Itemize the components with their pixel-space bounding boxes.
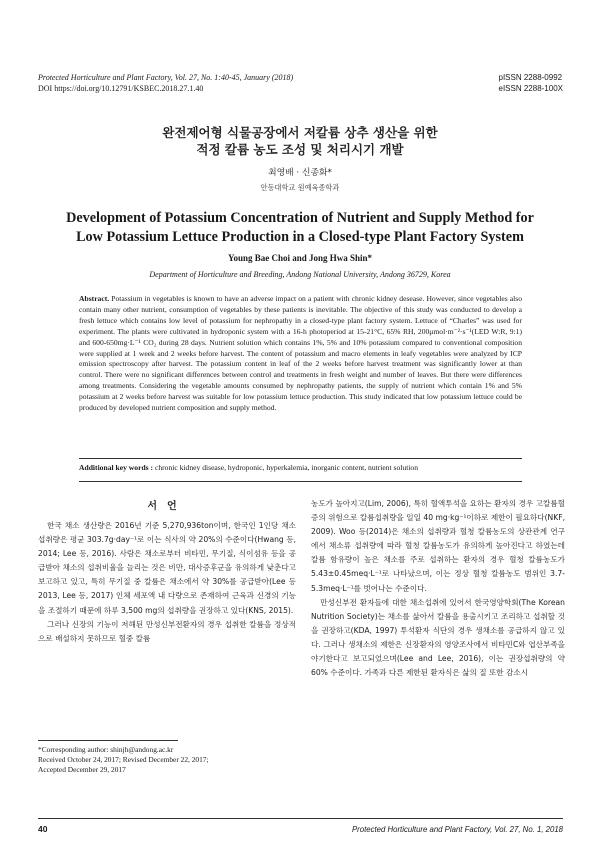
eissn: eISSN 2288-100X xyxy=(498,83,563,93)
journal-header xyxy=(38,73,293,94)
page-number: 40 xyxy=(38,824,48,834)
korean-title-line1: 완전제어형 식물공장에서 저칼륨 상추 생산을 위한 xyxy=(162,125,438,140)
received-date: Received October 24, 2017; Revised December 22, 2017; xyxy=(38,755,209,764)
english-title xyxy=(0,209,600,247)
footnotes xyxy=(38,745,296,775)
body-paragraph: 그러나 신장의 기능이 저해된 만성신부전환자의 경우 섭취한 칼륨을 정상적으로 배설하지 못하므로 혈중 칼륨 xyxy=(38,619,296,643)
abstract xyxy=(79,294,522,414)
body-column-left xyxy=(38,519,296,646)
corresponding-author: *Corresponding author: shinjh@andong.ac.kr xyxy=(38,745,174,754)
issn-block xyxy=(499,73,564,94)
accepted-date: Accepted December 29, 2017 xyxy=(38,765,126,774)
keywords-top-rule xyxy=(79,458,522,459)
body-paragraph: 한국 채소 생산량은 2016년 기준 5,270,936ton이며, 한국인 1인당 채소 섭취량은 평균 303.7g·day⁻¹로 이는 식사의 약 20%의 수준이다(Hwang 등, 2014; Lee 등, 2016). 사람은 채소로부터 비타민, 무기질, 식이섬유 등을 공급받아 채소의 섭취비율을 늘리는 것은 비만, 대사증후군을 유의하게 낮춘다고 보고하고 있고, 특히 무기질 중 칼륨은 채소에서 약 30%를 공급받아(Lee 등 2013, Lee 등, 2017) 인체 세포액 내 다량으로 존재하여 근육과 신경의 기능을 조절하기 때문에 하루 3,500 mg의 섭취량을 권장하고 있다(KNS, 2015). xyxy=(38,521,296,615)
doi-link[interactable]: DOI https://doi.org/10.12791/KSBEC.2018.27.1.40 xyxy=(38,83,204,93)
journal-citation: Protected Horticulture and Plant Factory, Vol. 27, No. 1:40-45, January (2018) xyxy=(38,73,294,82)
body-column-right xyxy=(311,497,565,680)
section-title-introduction: 서언 xyxy=(147,501,187,512)
keywords-label: Additional key words : xyxy=(79,463,154,472)
body-paragraph: 농도가 높아지고(Lim, 2006), 특히 혈액투석을 요하는 환자의 경우 고칼륨혈증의 위험으로 칼륨섭취량을 일일 40 mg·kg⁻¹이하로 제한이 필요하다(NKF, 2009). Woo 등(2014)은 채소의 섭취량과 혈청 칼륨농도의 상관관계 연구에서 채소류 섭취량에 따라 혈청 칼륨농도가 유의하게 높아진다고 하였는데 칼륨 함유량이 높은 채소를 주로 섭취하는 환자의 경우 혈청 칼륨농도가 5.43±0.45meq·L⁻¹로 나타났으며, 이는 정상 혈청 칼륨농도 범위인 3.7-5.3meq·L⁻¹를 벗어나는 수준이다. xyxy=(311,499,565,593)
korean-title-line2: 적정 칼륨 농도 조성 및 처리시기 개발 xyxy=(196,142,404,157)
english-title-line1: Development of Potassium Concentration of Nutrient and Supply Method for xyxy=(66,210,534,226)
english-title-line2: Low Potassium Lettuce Production in a Closed-type Plant Factory System xyxy=(76,229,524,245)
abstract-text: Potassium in vegetables is known to have an adverse impact on a patient with chronic kidney desease. However, since vegetables also contain many other nutrient, consumption of vegetables by these patients is inevitable. The objective of this study was conducted to develop a fresh lettuce which contains low level of potassium for nephropathy in a closed-type plant factory system. Lettuce of “Charles” was used for experiment. The plants were cultivated in hydroponic system with a 16-h photoperiod at 15-21°C, 65% RH, 200μmol·m⁻²·s⁻¹(LED W:R, 9:1) and 600-650mg·L⁻¹ CO₂ during 28 days. Nutrient solution which contains 1%, 5% and 10% potassium compared to conventional composition were supplied at 1 week and 2 weeks before harvest. The content of potassium and macro elements in leafy vegetables were analyzed by ICP emission spectroscopy after harvest. The potassium content in leaf of the 2 weeks before harvest treatment was significantly lower at than control. There were no significant differences between control and treatments in fresh weight and number of leaves. But there were differences among treatments. Considering the vegetable amounts consumed by nephropathy patients, the supply of nutrient which contain 1% and 5% potassium at 2 weeks before harvest was suitable for low potassium lettuce production. This study indicated that low potassium lettuce could be produced by developed nutrient composition and supply method. xyxy=(79,294,523,413)
english-affiliation: Department of Horticulture and Breeding, Andong National University, Andong 36729, Korea xyxy=(149,270,451,279)
footer-journal: Protected Horticulture and Plant Factory, Vol. 27, No. 1, 2018 xyxy=(351,825,563,834)
keywords xyxy=(79,463,522,472)
korean-affiliation: 안동대학교 원예육종학과 xyxy=(260,183,340,192)
korean-authors: 최영배 · 신종화* xyxy=(268,168,332,178)
body-paragraph: 만성신부전 환자들에 대한 채소섭취에 있어서 한국영양학회(The Korean Nutrition Society)는 채소를 삶아서 칼륨을 용출시키고 조리하고 섭취할 것을 권장하고(KDA, 1997) 투석환자 식단의 경우 생채소를 공급하지 않고 있다. 그러나 생채소의 제한은 신장환자의 영양조사에서 비타민C와 엽산부족을 야기한다고 보고되었으며(Lee and Lee, 2016), 이는 권장섭취량의 약 60% 수준이다. 가족과 다른 제한된 환자식은 삶의 질 또한 감소시 xyxy=(311,597,565,678)
keywords-bottom-rule xyxy=(79,481,522,482)
footnote-rule xyxy=(38,740,178,741)
korean-title xyxy=(0,124,600,158)
pissn: pISSN 2288-0992 xyxy=(498,73,563,82)
english-authors: Young Bae Choi and Jong Hwa Shin* xyxy=(227,253,373,263)
keywords-text: chronic kidney disease, hydroponic, hyperkalemia, inorganic content, nutrient solution xyxy=(154,463,419,472)
footer-rule xyxy=(38,818,563,819)
abstract-label: Abstract. xyxy=(79,294,110,303)
